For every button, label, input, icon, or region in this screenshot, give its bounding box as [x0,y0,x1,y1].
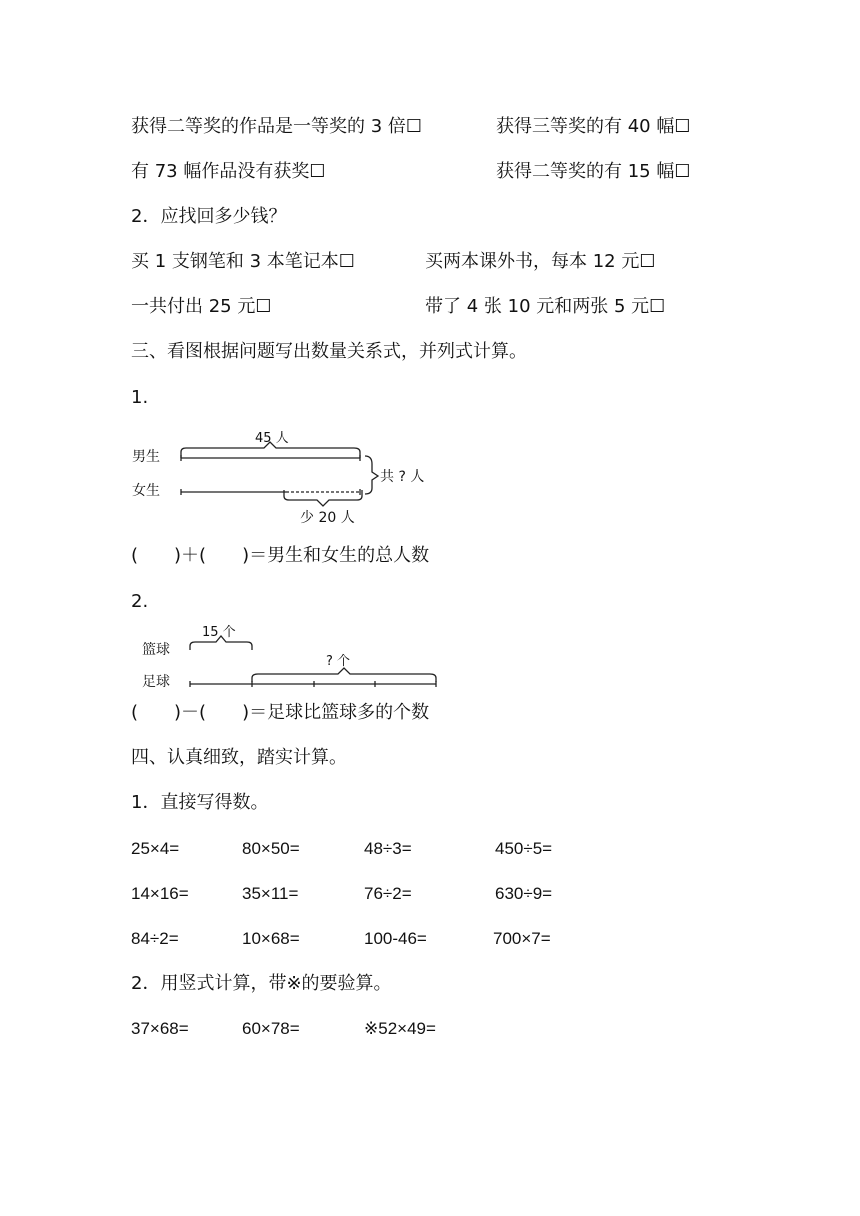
oral-calc-item: 100-46= [364,929,427,948]
oral-calc-item: 450÷5= [495,839,553,858]
less-label: 少 20 人 [300,510,355,526]
vertical-calc-item: 60×78= [242,1019,300,1038]
total-label: 共 ? 人 [380,469,425,485]
q2-statement-left-1: 买 1 支钢笔和 3 本笔记本☐ [131,251,355,272]
oral-calc-item: 84÷2= [131,929,179,948]
oral-calc-item: 35×11= [242,884,299,903]
boys-label: 男生 [132,449,160,465]
problem2-formula: ( )－( )＝足球比篮球多的个数 [131,702,430,723]
basketball-label: 篮球 [142,642,170,658]
unknown-brace [252,668,436,682]
q2-statement-left-2: 一共付出 25 元☐ [131,296,272,317]
statement-left-2: 有 73 幅作品没有获奖☐ [131,161,326,182]
problem1-formula: ( )＋( )＝男生和女生的总人数 [131,545,430,566]
football-label: 足球 [142,674,170,690]
basketball-count-label: 15 个 [202,625,236,640]
basketball-football-diagram [128,620,448,690]
q2-statement-right-2: 带了 4 张 10 元和两张 5 元☐ [425,296,666,317]
oral-calc-item: 700×7= [493,929,551,948]
oral-calc-item: 630÷9= [495,884,553,903]
boys-count-label: 45 人 [255,431,289,446]
q2-statement-right-1: 买两本课外书，每本 12 元☐ [425,251,656,272]
boys-girls-diagram [128,428,448,528]
section4-title: 四、认真细致，踏实计算。 [131,747,347,768]
q2-title: 2．应找回多少钱？ [131,206,287,227]
oral-calc-item: 76÷2= [364,884,412,903]
section3-title: 三、看图根据问题写出数量关系式，并列式计算。 [131,341,527,362]
oral-calc-item: 25×4= [131,839,180,858]
statement-right-2: 获得二等奖的有 15 幅☐ [496,161,691,182]
problem2-number: 2. [131,591,149,612]
oral-calc-item: 14×16= [131,884,189,903]
vertical-calc-item: ※52×49= [364,1019,436,1038]
statement-left-1: 获得二等奖的作品是一等奖的 3 倍☐ [131,116,423,137]
unknown-label: ? 个 [326,654,351,669]
oral-calc-item: 80×50= [242,839,300,858]
girls-label: 女生 [132,483,160,499]
oral-calc-item: 48÷3= [364,839,412,858]
vertical-calc-item: 37×68= [131,1019,189,1038]
total-brace [365,456,378,494]
oral-calc-title: 1．直接写得数。 [131,792,269,813]
vertical-calc-title: 2．用竖式计算，带※的要验算。 [131,973,392,994]
problem1-number: 1. [131,387,149,408]
statement-right-1: 获得三等奖的有 40 幅☐ [496,116,691,137]
oral-calc-item: 10×68= [242,929,300,948]
